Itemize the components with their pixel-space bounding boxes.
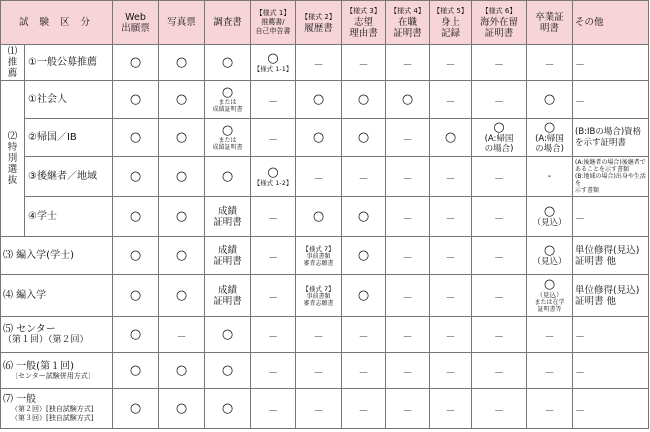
cell-form3: ○ xyxy=(342,119,386,157)
cell-form3: － xyxy=(342,353,386,389)
cell-other: － xyxy=(573,353,649,389)
cell-chosa: ○ または 成績証明書 xyxy=(205,119,251,157)
row-label: ⑶ 編入学(学士) xyxy=(1,237,113,275)
cell-form3: － xyxy=(342,317,386,353)
cell-form1: － xyxy=(251,275,296,317)
cell-photo: ○ xyxy=(159,119,205,157)
cell-other: (A:後継者の場合)後継者であることを示す書類 (B:地域の場合)出身や生活を 示す書類 xyxy=(573,157,649,197)
row-hennyu-gakushi xyxy=(1,237,649,275)
cell-grad: － xyxy=(527,45,573,81)
cell-form2: ○ xyxy=(296,81,342,119)
cell-form2: － xyxy=(296,389,342,429)
cell-other: － xyxy=(573,389,649,429)
cell-form5: － xyxy=(430,45,472,81)
cell-form1: － xyxy=(251,119,296,157)
cell-form4: － xyxy=(386,157,430,197)
cell-form6: － xyxy=(472,353,527,389)
cell-form3: － xyxy=(342,389,386,429)
cell-form4: － xyxy=(386,45,430,81)
cell-chosa: 成績 証明書 xyxy=(205,237,251,275)
cell-form4: － xyxy=(386,275,430,317)
cell-other: (B:IBの場合)資格を示す証明書 xyxy=(573,119,649,157)
cell-form5: － xyxy=(430,317,472,353)
cell-chosa: ○ または 成績証明書 xyxy=(205,81,251,119)
cell-form5: － xyxy=(430,353,472,389)
row-gakushi xyxy=(1,197,649,237)
cell-other: － xyxy=(573,317,649,353)
cell-form1: － xyxy=(251,237,296,275)
row-koukeisha-chiiki xyxy=(1,157,649,197)
cell-form2: 【様式 7】 事前書類 審査志願書 xyxy=(296,275,342,317)
cell-form6: － xyxy=(472,45,527,81)
cell-form1: － xyxy=(251,317,296,353)
row-ippan-suisen xyxy=(1,45,649,81)
cell-form6: － xyxy=(472,81,527,119)
cell-grad: ○ xyxy=(527,81,573,119)
cell-form4: － xyxy=(386,353,430,389)
row-label: ⑸ センター （第１回）（第２回） xyxy=(1,317,113,353)
cell-web: ○ xyxy=(113,317,159,353)
cell-form5: － xyxy=(430,389,472,429)
cell-form1: ○ 【様式 1-2】 xyxy=(251,157,296,197)
header-web: Web 出願票 xyxy=(113,1,159,45)
header-form3: 【様式 3】 志望 理由書 xyxy=(342,1,386,45)
cell-photo: ○ xyxy=(159,389,205,429)
cell-photo: ○ xyxy=(159,197,205,237)
header-kubun: 試 験 区 分 xyxy=(1,1,113,45)
cell-grad: - xyxy=(527,157,573,197)
cell-form3: － xyxy=(342,157,386,197)
cell-web: ○ xyxy=(113,157,159,197)
row-ippan-1 xyxy=(1,353,649,389)
row-label: ⑺ 一般 （第２回）[独自試験方式] （第３回）[独自試験方式] xyxy=(1,389,113,429)
row-hennyu xyxy=(1,275,649,317)
cell-grad: ○ (A:帰国 の場合) xyxy=(527,119,573,157)
header-form2: 【様式 2】 履歴書 xyxy=(296,1,342,45)
cell-form2: － xyxy=(296,353,342,389)
cell-form6: － xyxy=(472,317,527,353)
row-label: ⑹ 一般(第１回) 〔センター試験併用方式〕 xyxy=(1,353,113,389)
header-graduation: 卒業証 明書 xyxy=(527,1,573,45)
cell-form2: － xyxy=(296,317,342,353)
cell-form6: ○ (A:帰国 の場合) xyxy=(472,119,527,157)
row-ippan-2-3 xyxy=(1,389,649,429)
row-label: ①一般公募推薦 xyxy=(25,45,113,81)
cell-photo: ○ xyxy=(159,157,205,197)
row-center xyxy=(1,317,649,353)
cell-grad: ○ （見込） または在学 証明書等 xyxy=(527,275,573,317)
cell-form2: － xyxy=(296,157,342,197)
cell-form6: － xyxy=(472,157,527,197)
cell-form6: － xyxy=(472,275,527,317)
cell-grad: － xyxy=(527,389,573,429)
cell-form5: － xyxy=(430,157,472,197)
cell-chosa: 成績 証明書 xyxy=(205,275,251,317)
cell-photo: ○ xyxy=(159,237,205,275)
cell-web: ○ xyxy=(113,275,159,317)
cell-form4: － xyxy=(386,197,430,237)
cell-form4: － xyxy=(386,389,430,429)
header-other: その他 xyxy=(573,1,649,45)
cell-grad: － xyxy=(527,317,573,353)
cell-form5: ○ xyxy=(430,119,472,157)
row-label: ②帰国／IB xyxy=(25,119,113,157)
cell-form2: ○ xyxy=(296,119,342,157)
cell-grad: ○ （見込） xyxy=(527,197,573,237)
cell-web: ○ xyxy=(113,81,159,119)
cell-form4: ○ xyxy=(386,81,430,119)
cell-form5: － xyxy=(430,275,472,317)
row-label: ①社会人 xyxy=(25,81,113,119)
cell-form4: － xyxy=(386,317,430,353)
row-label: ③後継者／地域 xyxy=(25,157,113,197)
cell-chosa: ○ xyxy=(205,353,251,389)
cell-form2: 【様式 7】 事前書類 審査志願書 xyxy=(296,237,342,275)
header-form1: 【様式 1】 推薦書/ 自己申告書 xyxy=(251,1,296,45)
cell-chosa: ○ xyxy=(205,45,251,81)
cell-form6: － xyxy=(472,237,527,275)
cell-form5: － xyxy=(430,237,472,275)
cell-web: ○ xyxy=(113,197,159,237)
cell-photo: ○ xyxy=(159,45,205,81)
row-label: ④学士 xyxy=(25,197,113,237)
cell-form4: － xyxy=(386,119,430,157)
header-chosa: 調査書 xyxy=(205,1,251,45)
cell-grad: ○ （見込） xyxy=(527,237,573,275)
cell-form5: － xyxy=(430,197,472,237)
cell-form3: ○ xyxy=(342,237,386,275)
cell-form3: ○ xyxy=(342,275,386,317)
cell-other: － xyxy=(573,81,649,119)
cell-form1: － xyxy=(251,353,296,389)
cell-web: ○ xyxy=(113,353,159,389)
header-row xyxy=(1,1,649,45)
cell-web: ○ xyxy=(113,45,159,81)
cell-web: ○ xyxy=(113,237,159,275)
row-label: ⑷ 編入学 xyxy=(1,275,113,317)
cell-form6: － xyxy=(472,197,527,237)
cell-grad: － xyxy=(527,353,573,389)
cell-form2: － xyxy=(296,45,342,81)
cell-form3: ○ xyxy=(342,81,386,119)
cell-chosa: 成績 証明書 xyxy=(205,197,251,237)
cell-photo: － xyxy=(159,317,205,353)
cell-form5: － xyxy=(430,81,472,119)
cell-form3: － xyxy=(342,45,386,81)
cell-form2: ○ xyxy=(296,197,342,237)
cell-web: ○ xyxy=(113,119,159,157)
cell-other: － xyxy=(573,45,649,81)
cell-other: － xyxy=(573,197,649,237)
cell-photo: ○ xyxy=(159,275,205,317)
cell-photo: ○ xyxy=(159,353,205,389)
cell-form3: ○ xyxy=(342,197,386,237)
group-suisen: ⑴ 推 薦 xyxy=(1,45,25,81)
cell-chosa: ○ xyxy=(205,389,251,429)
cell-form4: － xyxy=(386,237,430,275)
row-kikoku-ib xyxy=(1,119,649,157)
cell-form1: － xyxy=(251,197,296,237)
cell-form1: － xyxy=(251,389,296,429)
header-form5: 【様式 5】 身上 記録 xyxy=(430,1,472,45)
cell-form1: ○ 【様式 1-1】 xyxy=(251,45,296,81)
cell-chosa: ○ xyxy=(205,157,251,197)
header-photo: 写真票 xyxy=(159,1,205,45)
cell-form1: － xyxy=(251,81,296,119)
header-form6: 【様式 6】 海外在留 証明書 xyxy=(472,1,527,45)
row-shakaijin xyxy=(1,81,649,119)
cell-other: 単位修得(見込) 証明書 他 xyxy=(573,237,649,275)
header-form4: 【様式 4】 在職 証明書 xyxy=(386,1,430,45)
cell-other: 単位修得(見込) 証明書 他 xyxy=(573,275,649,317)
cell-form6: － xyxy=(472,389,527,429)
group-tokubetsu: ⑵ 特 別 選 抜 xyxy=(1,81,25,237)
cell-web: ○ xyxy=(113,389,159,429)
cell-photo: ○ xyxy=(159,81,205,119)
cell-chosa: ○ xyxy=(205,317,251,353)
